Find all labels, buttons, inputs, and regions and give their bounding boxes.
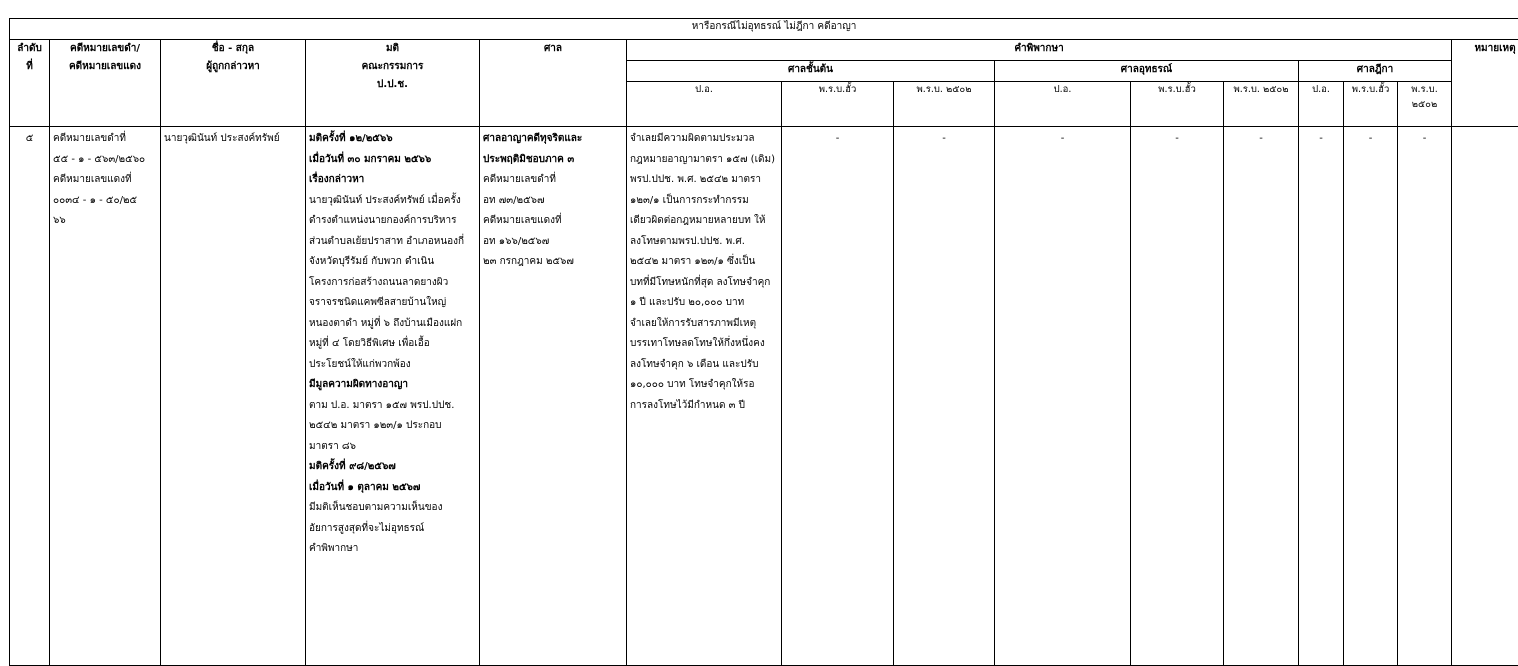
court-line: คดีหมายเลขดำที่ xyxy=(483,170,623,191)
court-line: ศาลอาญาคดีทุจริตและ xyxy=(483,129,623,150)
resolution-line: มติครั้งที่ ๑๒/๒๕๖๖ xyxy=(309,129,476,150)
judgment-line: ลงโทษตามพรป.ปปช. พ.ศ. xyxy=(630,232,778,253)
table-row xyxy=(10,127,1518,666)
resolution-line: เมื่อวันที่ ๑ ตุลาคม ๒๕๖๗ xyxy=(309,478,476,499)
subheader-appeal-criminal-code: ป.อ. xyxy=(995,82,1131,127)
accused-name: นายวุฒินันท์ ประสงค์ทรัพย์ xyxy=(164,129,302,150)
resolution-cell xyxy=(306,127,480,666)
resolution-line: อัยการสูงสุดที่จะไม่อุทธรณ์ xyxy=(309,519,476,540)
subheader-first-act-hua: พ.ร.บ.ฮั้ว xyxy=(782,82,894,127)
judgment-line: ๑ ปี และปรับ ๒๐,๐๐๐ บาท xyxy=(630,293,778,314)
judgment-line: ๒๕๔๒ มาตรา ๑๒๓/๑ ซึ่งเป็น xyxy=(630,252,778,273)
judgment-line: บทที่มีโทษหนักที่สุด ลงโทษจำคุก xyxy=(630,273,778,294)
resolution-line: มติครั้งที่ ๙๘/๒๕๖๗ xyxy=(309,457,476,478)
resolution-line: โครงการก่อสร้างถนนลาดยางผิว xyxy=(309,273,476,294)
judgment-line: ลงโทษจำคุก ๖ เดือน และปรับ xyxy=(630,355,778,376)
court-line: คดีหมายเลขแดงที่ xyxy=(483,211,623,232)
appeal-act-hua-cell: - xyxy=(1131,127,1224,666)
header-supreme-court: ศาลฎีกา xyxy=(1299,61,1452,82)
table-caption: หารือกรณีไม่อุทธรณ์ ไม่ฎีกา คดีอาญา xyxy=(10,19,1518,40)
resolution-line: ประโยชน์ให้แก่พวกพ้อง xyxy=(309,355,476,376)
header-judgment: คำพิพากษา xyxy=(627,40,1452,61)
resolution-line: มีมติเห็นชอบตามความเห็นของ xyxy=(309,498,476,519)
remarks-cell xyxy=(1452,127,1518,666)
first-instance-act-2502-cell: - xyxy=(894,127,995,666)
resolution-line: จังหวัดบุรีรัมย์ กับพวก ดำเนิน xyxy=(309,252,476,273)
resolution-line: เมื่อวันที่ ๓๐ มกราคม ๒๕๖๖ xyxy=(309,150,476,171)
supreme-act-2502-cell: - xyxy=(1398,127,1452,666)
judgment-line: จำเลยให้การรับสารภาพมีเหตุ xyxy=(630,314,778,335)
case-line: ๕๕ - ๑ - ๕๖๓/๒๕๖๐ xyxy=(53,150,157,171)
judgment-line: การลงโทษไว้มีกำหนด ๓ ปี xyxy=(630,396,778,417)
case-line: คดีหมายเลขดำที่ xyxy=(53,129,157,150)
first-instance-act-hua-cell: - xyxy=(782,127,894,666)
resolution-line: ส่วนตำบลเย้ยปราสาท อำเภอหนองกี่ xyxy=(309,232,476,253)
resolution-line: ตาม ป.อ. มาตรา ๑๕๗ พรป.ปปช. xyxy=(309,396,476,417)
court-cell xyxy=(480,127,627,666)
header-appeal-court: ศาลอุทธรณ์ xyxy=(995,61,1299,82)
resolution-line: มาตรา ๘๖ xyxy=(309,437,476,458)
case-number-cell xyxy=(50,127,161,666)
subheader-supreme-act-2502: พ.ร.บ. ๒๕๐๒ xyxy=(1398,82,1452,127)
supreme-criminal-code-cell: - xyxy=(1299,127,1344,666)
court-line: อท ๑๖๖/๒๕๖๗ xyxy=(483,232,623,253)
subheader-appeal-act-hua: พ.ร.บ.ฮั้ว xyxy=(1131,82,1224,127)
subheader-first-criminal-code: ป.อ. xyxy=(627,82,782,127)
resolution-line: ดำรงตำแหน่งนายกองค์การบริหาร xyxy=(309,211,476,232)
subheader-appeal-act-2502: พ.ร.บ. ๒๕๐๒ xyxy=(1224,82,1299,127)
resolution-line: คำพิพากษา xyxy=(309,539,476,560)
case-table xyxy=(9,18,1518,666)
header-accused-name: ชื่อ - สกุล ผู้ถูกกล่าวหา xyxy=(161,40,306,127)
accused-name-cell xyxy=(161,127,306,666)
resolution-line: นายวุฒินันท์ ประสงค์ทรัพย์ เมื่อครั้ง xyxy=(309,191,476,212)
judgment-line: พรป.ปปช. พ.ศ. ๒๕๔๒ มาตรา xyxy=(630,170,778,191)
first-instance-criminal-code-cell xyxy=(627,127,782,666)
resolution-line: หนองตาดำ หมู่ที่ ๖ ถึงบ้านเมืองแฝก xyxy=(309,314,476,335)
judgment-line: เดียวผิดต่อกฎหมายหลายบท ให้ xyxy=(630,211,778,232)
header-nacc-resolution: มติ คณะกรรมการ ป.ป.ช. xyxy=(306,40,480,127)
case-line: คดีหมายเลขแดงที่ xyxy=(53,170,157,191)
case-line: ๐๐๓๔ - ๑ - ๕๐/๒๕ xyxy=(53,191,157,212)
header-no: ลำดับ ที่ xyxy=(10,40,50,127)
judgment-line: กฎหมายอาญามาตรา ๑๕๗ (เดิม) xyxy=(630,150,778,171)
resolution-line: มีมูลความผิดทางอาญา xyxy=(309,375,476,396)
case-line: ๖๖ xyxy=(53,211,157,232)
header-first-instance: ศาลชั้นต้น xyxy=(627,61,995,82)
judgment-line: ๑๒๓/๑ เป็นการกระทำกรรม xyxy=(630,191,778,212)
header-court: ศาล xyxy=(480,40,627,127)
judgment-line: จำเลยมีความผิดตามประมวล xyxy=(630,129,778,150)
supreme-act-hua-cell: - xyxy=(1344,127,1398,666)
resolution-line: หมู่ที่ ๔ โดยวิธีพิเศษ เพื่อเอื้อ xyxy=(309,334,476,355)
appeal-act-2502-cell: - xyxy=(1224,127,1299,666)
header-remarks: หมายเหตุ xyxy=(1452,40,1518,127)
court-line: ประพฤติมิชอบภาค ๓ xyxy=(483,150,623,171)
subheader-supreme-criminal-code: ป.อ. xyxy=(1299,82,1344,127)
subheader-first-act-2502: พ.ร.บ. ๒๕๐๒ xyxy=(894,82,995,127)
court-line: ๒๓ กรกฎาคม ๒๕๖๗ xyxy=(483,252,623,273)
row-number: ๕ xyxy=(10,127,50,666)
court-line: อท ๗๓/๒๕๖๗ xyxy=(483,191,623,212)
resolution-line: จราจรชนิดแคพซีลสายบ้านใหญ่ xyxy=(309,293,476,314)
judgment-line: บรรเทาโทษลดโทษให้กึ่งหนึ่งคง xyxy=(630,334,778,355)
resolution-line: เรื่องกล่าวหา xyxy=(309,170,476,191)
judgment-line: ๑๐,๐๐๐ บาท โทษจำคุกให้รอ xyxy=(630,375,778,396)
subheader-supreme-act-hua: พ.ร.บ.ฮั้ว xyxy=(1344,82,1398,127)
appeal-criminal-code-cell: - xyxy=(995,127,1131,666)
resolution-line: ๒๕๔๒ มาตรา ๑๒๓/๑ ประกอบ xyxy=(309,416,476,437)
header-case-number: คดีหมายเลขดำ/ คดีหมายเลขแดง xyxy=(50,40,161,127)
